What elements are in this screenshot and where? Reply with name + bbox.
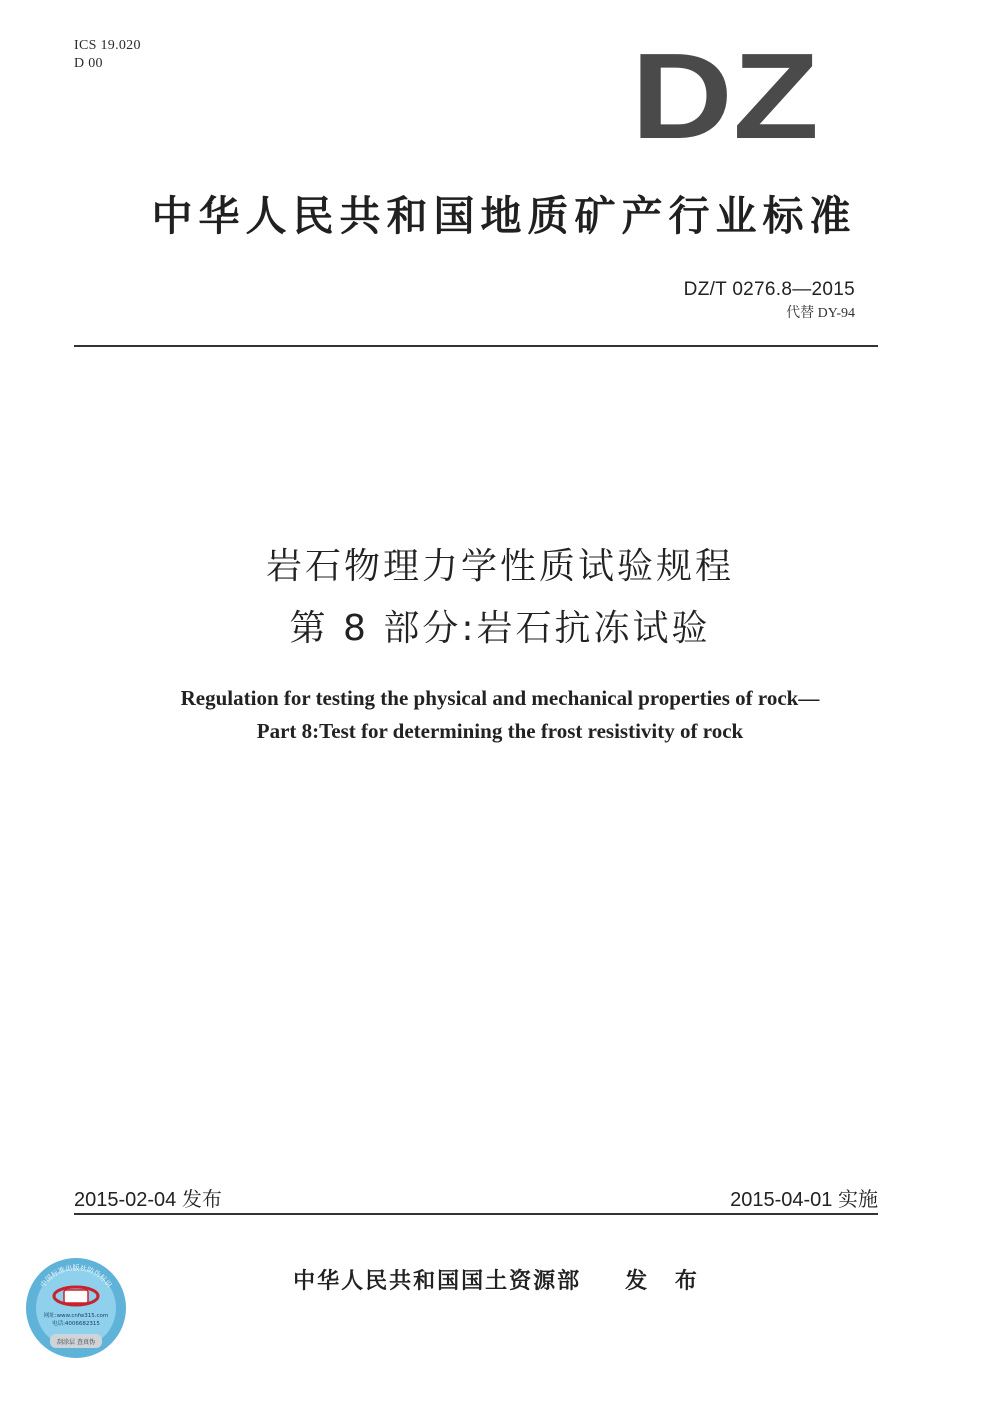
standard-category-title: 中华人民共和国地质矿产行业标准 [151,192,857,240]
seal-text-line1: 网址:www.cnfw315.com [43,1313,109,1319]
ics-code: ICS 19.020 [74,38,141,53]
implementation-date: 2015-04-01 实施 [730,1189,878,1211]
dz-logo [628,47,822,143]
anti-counterfeit-seal [24,1256,128,1360]
english-title-line2: Part 8:Test for determining the frost resistivity of rock [256,719,744,743]
seal-text-line2: 电话:4006682315 [52,1321,100,1327]
seal-text-line3: 刮涂层 查真伪 [57,1339,95,1346]
bottom-divider [74,1213,878,1215]
replaces-label: 代替 DY-94 [786,306,855,321]
english-title-line1: Regulation for testing the physical and mechanical properties of rock— [180,686,820,710]
chinese-title-line2: 第 8 部分:岩石抗冻试验 [289,608,711,649]
ccs-code: D 00 [74,56,103,71]
dz-logo-text: DZ [631,47,819,143]
standard-number: DZ/T 0276.8—2015 [683,279,855,300]
publish-label: 发 布 [625,1269,707,1294]
publisher-block [0,1264,1000,1295]
publisher-name: 中华人民共和国国土资源部 [293,1269,582,1294]
seal-ring-textpath: 中国标准出版社防伪标识 [38,1264,114,1290]
chinese-title-line1: 岩石物理力学性质试验规程 [265,546,734,587]
issue-date: 2015-02-04 发布 [74,1189,222,1211]
top-divider [74,345,878,347]
